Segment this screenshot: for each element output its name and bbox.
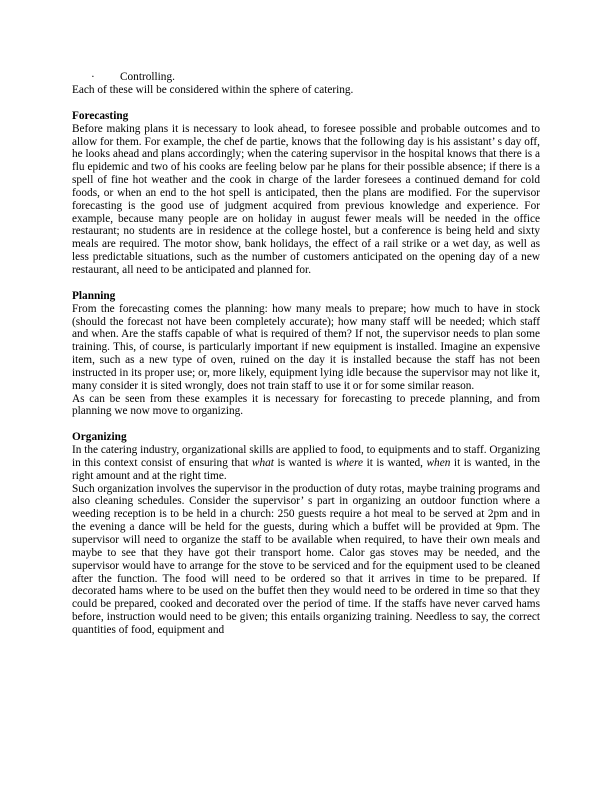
bullet-item [72,71,540,84]
organizing-heading: Organizing [72,431,127,444]
forecasting-heading: Forecasting [72,109,129,122]
forecasting-paragraph: Before making plans it is necessary to look ahead, to foresee possible and probable outcomes and to allow for them. For example, the chef de partie, knows that the following day is his assistant’ s day off, he looks ahead and plans accordingly; when the catering supervisor in the hospital knows that there is a flu epidemic and two of his cooks are feeling below par he plans for their possible absence; if there is a spell of fine hot weather and the cook in charge of the larder foresees a continued demand for cold foods, or when an end to the hot spell is anticipated, then the plans are modified. For the supervisor forecasting is the good use of judgment acquired from previous knowledge and experience. For example, because many people are on holiday in august fewer meals will be needed in the office restaurant; no students are in residence at the college hostel, but a conference is being held and sixty meals are required. The motor show, bank holidays, the effect of a rail strike or a wet day, as well as less predictable situations, such as the number of customers anticipated on the opening day of a new restaurant, all need to be anticipated and planned for. [72,122,540,276]
organizing-text-a: In the catering industry, organizational skills are applied to food, to equipments and to staff. Organizing in this context consist of ensuring that [72,444,540,469]
bullet-text: Controlling. [120,71,175,83]
organizing-paragraph-1 [72,444,540,483]
emphasis-when: when [426,456,451,469]
organizing-text-b: is wanted is [273,456,336,469]
planning-paragraph-1: From the forecasting comes the planning: how many meals to prepare; how much to have in stock (should the forecast not have been completely accurate); how many staff will be needed; which staff and when. Are the staffs capable of what is required of them? If not, the supervisor needs to plan some training. This, of course, is particularly important if new equipment is installed. Imagine an expensive item, such as a new type of oven, ruined on the day it is installed because the staff has not been instructed in its proper use; or, more likely, equipment lying idle because the supervisor may not like it, many consider it is sited wrongly, does not train staff to use it or for some similar reason. [72,302,540,392]
organizing-text-c: it is wanted, [363,456,427,469]
emphasis-what: what [251,456,274,469]
planning-heading: Planning [72,289,116,302]
organizing-text-d: it is wanted, in the right amount and at the right time. [72,456,541,482]
emphasis-where: where [335,456,364,469]
intro-text: Each of these will be considered within the sphere of catering. [72,84,354,96]
planning-paragraph-2: As can be seen from these examples it is necessary for forecasting to precede planning, and from planning we now move to organizing. [72,392,540,418]
document-page [72,71,540,637]
bullet-marker: · [91,71,95,83]
organizing-paragraph-2: Such organization involves the supervisor in the production of duty rotas, maybe training programs and also cleaning schedules. Consider the supervisor’ s part in organizing an outdoor function where a weeding reception is to be held in a church: 250 guests require a hot meal to be served at 2pm and in the evening a dance will be held for the guests, during which a buffet will be provided at 9pm. The supervisor will need to organize the staff to be available when required, to have their own meals and maybe to see that they have got their transport home. Calor gas stoves may be needed, and the supervisor would have to arrange for the stove to be serviced and for the equipment used to be cleaned after the function. The food will need to be ordered so that it arrives in time to be prepared. If decorated hams where to be used on the buffet then they would need to be ordered in time so that they could be prepared, cooked and decorated over the period of time. If the staffs have never carved hams before, instruction would need to be given; this entails organizing training. Needless to say, the correct quantities of food, equipment and [72,482,540,636]
